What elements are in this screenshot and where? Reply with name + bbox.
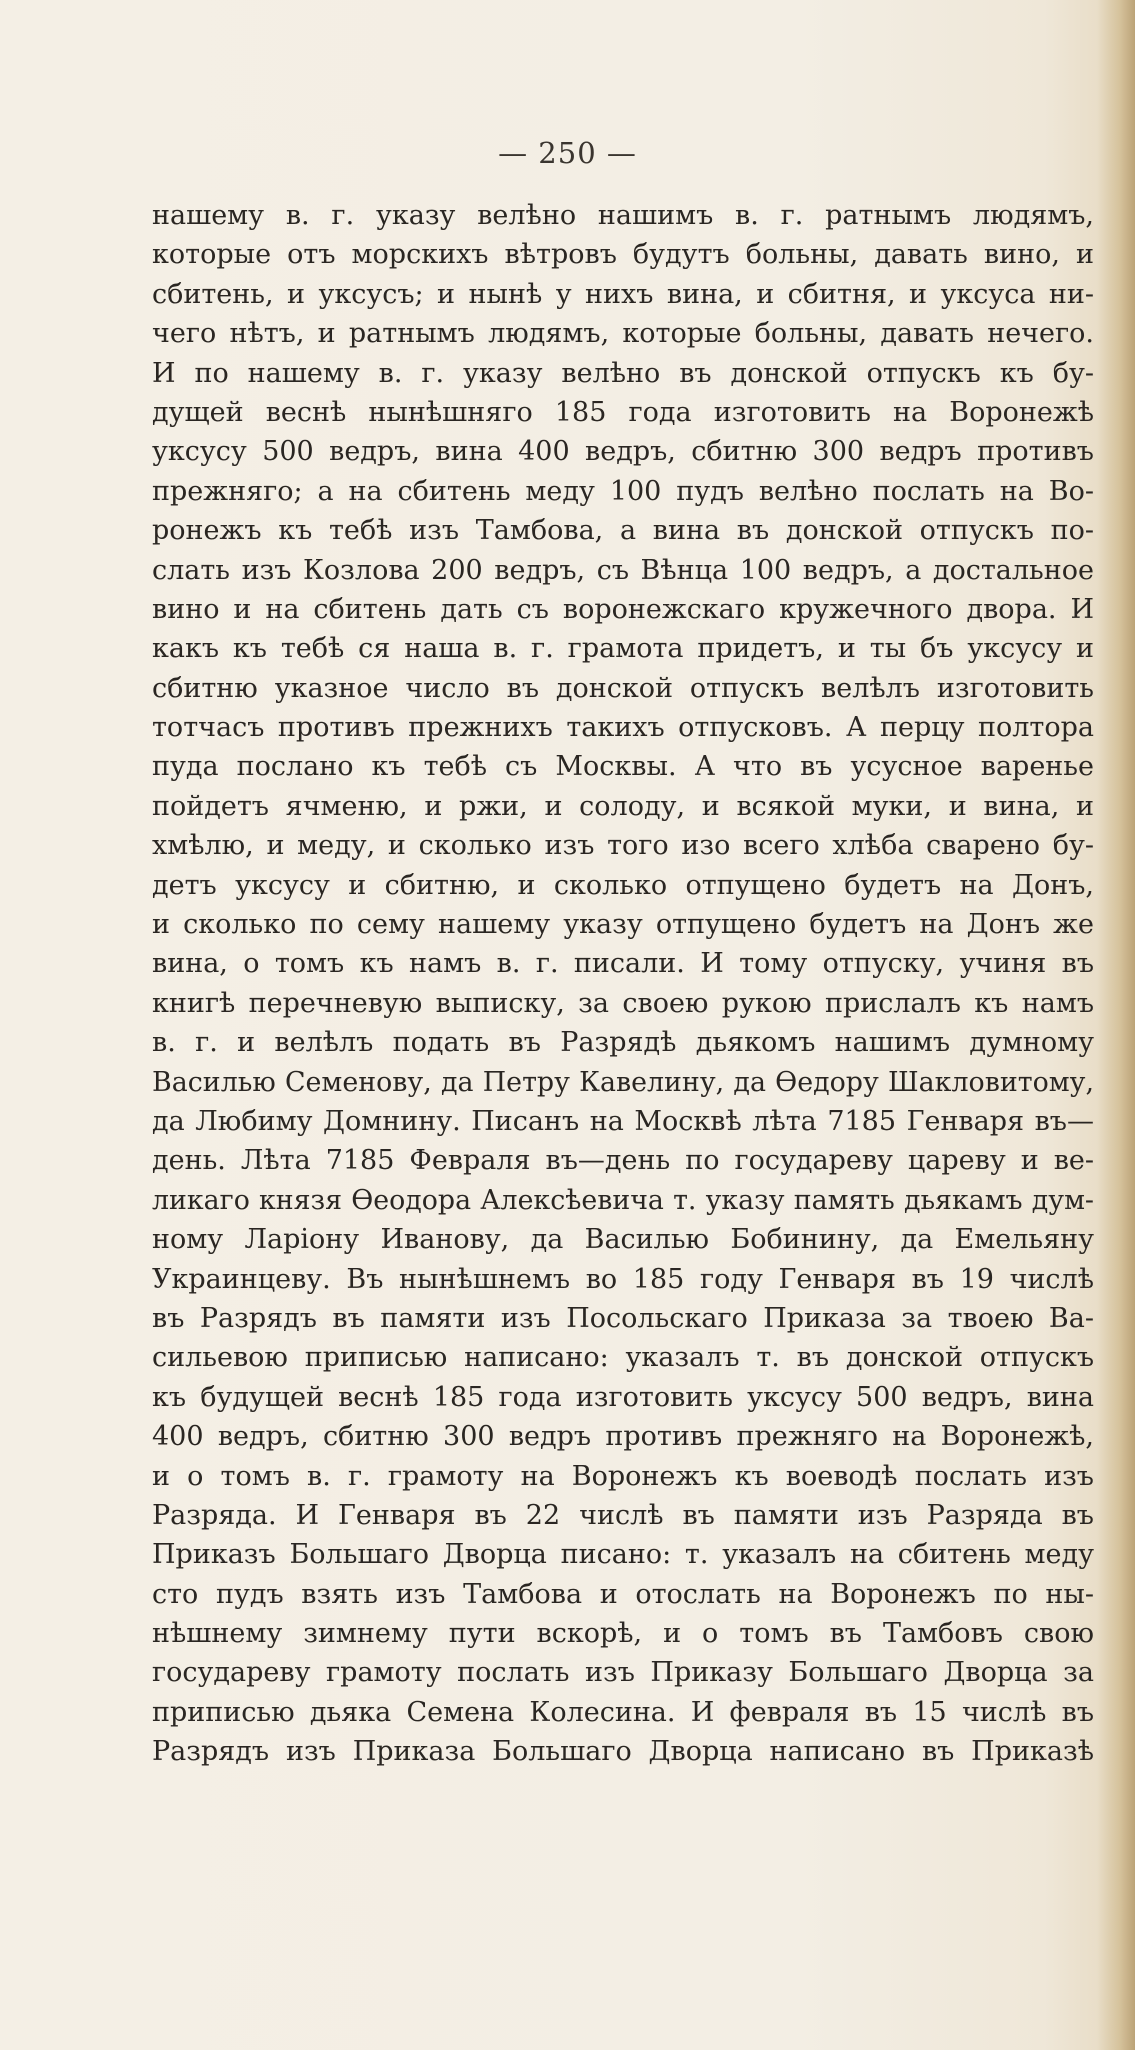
text-line: да Любиму Домнину. Писанъ на Москвѣ лѣта 7185 Генваря въ— (152, 1105, 1094, 1137)
text-line: день. Лѣта 7185 Февраля въ—день по государеву цареву и ве- (152, 1145, 1094, 1177)
text-line: И по нашему в. г. указу велѣно въ донской отпускъ къ бу- (152, 357, 1094, 389)
text-line: сбитень, и уксусъ; и нынѣ у нихъ вина, и сбитня, и уксуса ни- (152, 278, 1094, 310)
text-line: Василью Семенову, да Петру Кавелину, да Ѳедору Шакловитому, (152, 1066, 1094, 1098)
text-line: Украинцеву. Въ нынѣшнемъ во 185 году Генваря въ 19 числѣ (152, 1263, 1094, 1295)
text-line: пойдетъ ячменю, и ржи, и солоду, и всякой муки, и вина, и (152, 790, 1094, 822)
text-line: ликаго князя Ѳеодора Алексѣевича т. указу память дьякамъ дум- (152, 1184, 1094, 1216)
text-line: пуда послано къ тебѣ съ Москвы. А что въ усусное варенье (152, 751, 1094, 783)
page-number: — 250 — (498, 136, 637, 170)
text-line: Разрядъ изъ Приказа Большаго Дворца написано въ Приказѣ (152, 1736, 1094, 1768)
text-line: книгѣ перечневую выписку, за своею рукою прислалъ къ намъ (152, 987, 1094, 1019)
text-line: хмѣлю, и меду, и сколько изъ того изо всего хлѣба сварено бу- (152, 830, 1094, 862)
text-line: слать изъ Козлова 200 ведръ, съ Вѣнца 100 ведръ, а достальное (152, 554, 1094, 586)
text-line: в. г. и велѣлъ подать въ Разрядѣ дьякомъ нашимъ думному (152, 1027, 1094, 1059)
text-line: сбитню указное число въ донской отпускъ велѣлъ изготовить (152, 672, 1094, 704)
text-line: сильевою приписью написано: указалъ т. въ донской отпускъ (152, 1342, 1094, 1374)
text-line: и сколько по сему нашему указу отпущено будетъ на Донъ же (152, 909, 1094, 941)
body-text (152, 196, 1094, 1772)
text-line: къ будущей веснѣ 185 года изготовить уксусу 500 ведръ, вина (152, 1381, 1094, 1413)
text-line: государеву грамоту послать изъ Приказу Большаго Дворца за (152, 1657, 1094, 1689)
text-line: чего нѣтъ, и ратнымъ людямъ, которые больны, давать нечего. (152, 318, 1094, 350)
text-line: приписью дьяка Семена Колесина. И февраля въ 15 числѣ въ (152, 1696, 1094, 1728)
text-line: которые отъ морскихъ вѣтровъ будутъ больны, давать вино, и (152, 239, 1094, 271)
text-line: сто пудъ взять изъ Тамбова и отослать на Воронежъ по ны- (152, 1578, 1094, 1610)
page-edge-shadow (1097, 0, 1135, 2050)
text-line: Разряда. И Генваря въ 22 числѣ въ памяти изъ Разряда въ (152, 1499, 1094, 1531)
text-line: 400 ведръ, сбитню 300 ведръ противъ прежняго на Воронежѣ, (152, 1421, 1094, 1453)
text-line: прежняго; а на сбитень меду 100 пудъ велѣно послать на Во- (152, 475, 1094, 507)
text-line: вино и на сбитень дать съ воронежскаго кружечного двора. И (152, 593, 1094, 625)
text-line: въ Разрядъ въ памяти изъ Посольскаго Приказа за твоею Ва- (152, 1302, 1094, 1334)
text-line: Приказъ Большаго Дворца писано: т. указалъ на сбитень меду (152, 1539, 1094, 1571)
text-line: и о томъ в. г. грамоту на Воронежъ къ воеводѣ послать изъ (152, 1460, 1094, 1492)
text-line: уксусу 500 ведръ, вина 400 ведръ, сбитню 300 ведръ противъ (152, 436, 1094, 468)
text-line: нашему в. г. указу велѣно нашимъ в. г. ратнымъ людямъ, (152, 200, 1094, 231)
text-line: ному Ларіону Иванову, да Василью Бобинину, да Емельяну (152, 1224, 1094, 1256)
text-line: детъ уксусу и сбитню, и сколько отпущено будетъ на Донъ, (152, 869, 1094, 901)
text-line: нѣшнему зимнему пути вскорѣ, и о томъ въ Тамбовъ свою (152, 1618, 1094, 1650)
text-line: какъ къ тебѣ ся наша в. г. грамота придетъ, и ты бъ уксусу и (152, 633, 1094, 665)
text-line: дущей веснѣ нынѣшняго 185 года изготовить на Воронежѣ (152, 396, 1094, 428)
text-line: ронежъ къ тебѣ изъ Тамбова, а вина въ донской отпускъ по- (152, 515, 1094, 547)
text-line: вина, о томъ къ намъ в. г. писали. И тому отпуску, учиня въ (152, 948, 1094, 980)
text-line: тотчасъ противъ прежнихъ такихъ отпусковъ. А перцу полтора (152, 712, 1094, 744)
